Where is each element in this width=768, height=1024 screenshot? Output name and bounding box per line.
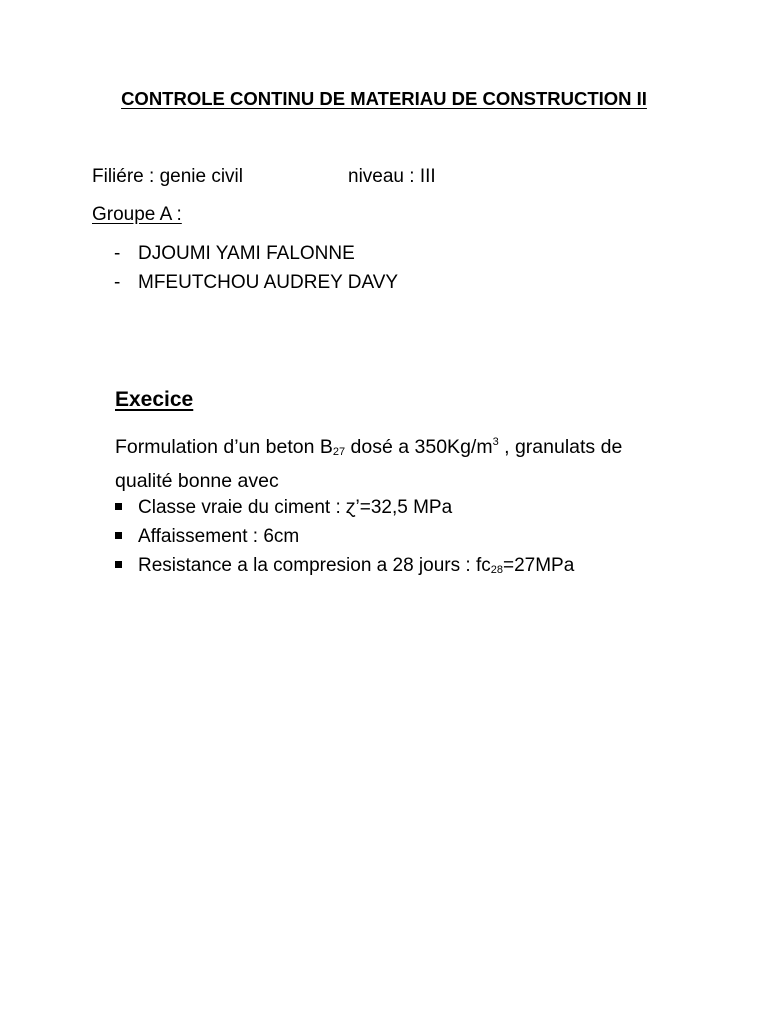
square-bullet-icon bbox=[115, 561, 122, 568]
list-item bbox=[114, 271, 398, 300]
square-bullet-icon bbox=[115, 532, 122, 539]
bullet-text-after: =27MPa bbox=[502, 555, 575, 576]
bullet-subscript: 28 bbox=[490, 564, 503, 576]
member-name: DJOUMI YAMI FALONNE bbox=[138, 243, 355, 264]
groupe-heading: Groupe A : bbox=[92, 204, 182, 225]
statement-superscript: 3 bbox=[492, 436, 499, 448]
document-title: CONTROLE CONTINU DE MATERIAU DE CONSTRUCTION II bbox=[121, 88, 647, 109]
exercise-statement bbox=[115, 428, 685, 496]
bullet-text: Affaissement : 6cm bbox=[138, 526, 300, 547]
statement-text: Formulation d’un beton B bbox=[115, 436, 333, 458]
statement-subscript: 27 bbox=[332, 446, 346, 458]
member-list bbox=[114, 242, 398, 300]
list-item bbox=[115, 554, 574, 583]
square-bullet-icon bbox=[115, 503, 122, 510]
list-dash: - bbox=[114, 243, 121, 264]
exercise-heading: Execice bbox=[115, 388, 194, 411]
list-item bbox=[114, 242, 398, 271]
statement-text: dosé a 350Kg/m bbox=[345, 436, 493, 458]
list-dash: - bbox=[114, 272, 121, 293]
niveau-label: niveau : III bbox=[348, 166, 436, 187]
filiere-label: Filiére : genie civil bbox=[92, 166, 243, 187]
bullet-text: Resistance a la compresion a 28 jours : fc bbox=[138, 555, 491, 576]
statement-text: , granulats de qualité bonne avec bbox=[115, 436, 623, 492]
member-name: MFEUTCHOU AUDREY DAVY bbox=[138, 272, 399, 293]
bullet-text: Classe vraie du ciment : ɀ’=32,5 MPa bbox=[138, 497, 453, 518]
list-item bbox=[115, 525, 574, 554]
list-item bbox=[115, 496, 574, 525]
exercise-bullet-list bbox=[115, 496, 574, 583]
